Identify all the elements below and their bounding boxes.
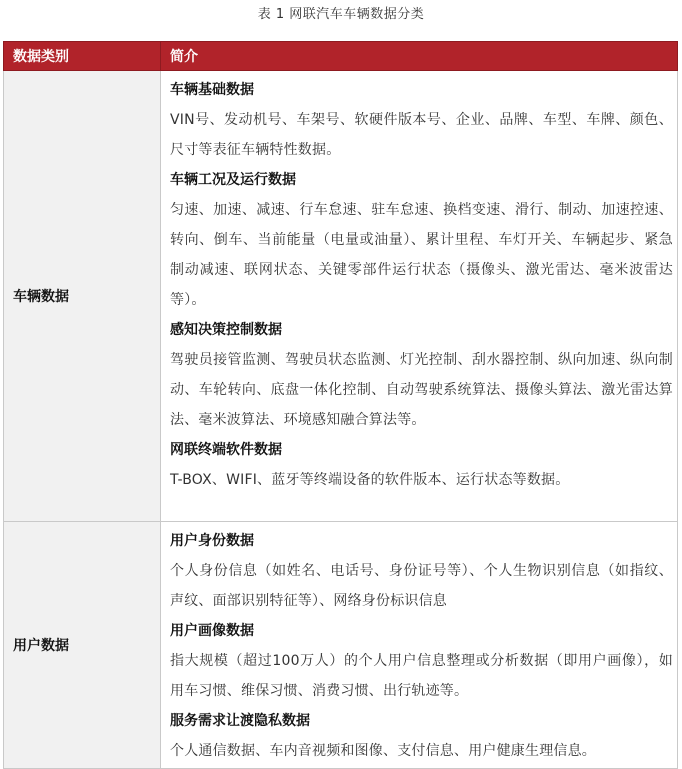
section-title: 感知决策控制数据: [170, 322, 282, 338]
table-caption: 表 1 网联汽车车辆数据分类: [257, 7, 425, 22]
category-vehicle-data: 车辆数据: [4, 71, 161, 522]
header-summary: 简介: [161, 42, 678, 71]
section-text: 个人通信数据、车内音视频和图像、支付信息、用户健康生理信息。: [170, 743, 596, 759]
section-title: 车辆基础数据: [170, 82, 254, 98]
table-row-user-data: [4, 522, 678, 769]
table-row-vehicle-data: [4, 71, 678, 522]
content-vehicle-data: [161, 71, 678, 522]
section-text: 驾驶员接管监测、驾驶员状态监测、灯光控制、刮水器控制、纵向加速、纵向制动、车轮转向、底盘一体化控制、自动驾驶系统算法、摄像头算法、激光雷达算法、毫米波算法、环境感知融合算法等。: [170, 352, 673, 428]
content-user-data: [161, 522, 678, 769]
data-classification-table: [3, 41, 678, 769]
category-user-data: 用户数据: [4, 522, 161, 769]
section-title: 车辆工况及运行数据: [170, 172, 296, 188]
section-text: 指大规模（超过100万人）的个人用户信息整理或分析数据（即用户画像），如用车习惯、维保习惯、消费习惯、出行轨迹等。: [170, 653, 673, 699]
section-text: T-BOX、WIFI、蓝牙等终端设备的软件版本、运行状态等数据。: [170, 472, 570, 488]
table-header-row: [4, 42, 678, 71]
section-title: 服务需求让渡隐私数据: [170, 713, 310, 729]
section-title: 用户画像数据: [170, 623, 254, 639]
section-title: 网联终端软件数据: [170, 442, 282, 458]
section-text: 匀速、加速、减速、行车怠速、驻车怠速、换档变速、滑行、制动、加速控速、转向、倒车、当前能量（电量或油量）、累计里程、车灯开关、车辆起步、紧急制动减速、联网状态、关键零部件运行状态（摄像头、激光雷达、毫米波雷达等）。: [170, 202, 673, 308]
section-text: 个人身份信息（如姓名、电话号、身份证号等）、个人生物识别信息（如指纹、声纹、面部识别特征等）、网络身份标识信息: [170, 563, 673, 609]
section-text: VIN号、发动机号、车架号、软硬件版本号、企业、品牌、车型、车牌、颜色、尺寸等表征车辆特性数据。: [170, 112, 673, 158]
section-title: 用户身份数据: [170, 533, 254, 549]
header-category: 数据类别: [4, 42, 161, 71]
